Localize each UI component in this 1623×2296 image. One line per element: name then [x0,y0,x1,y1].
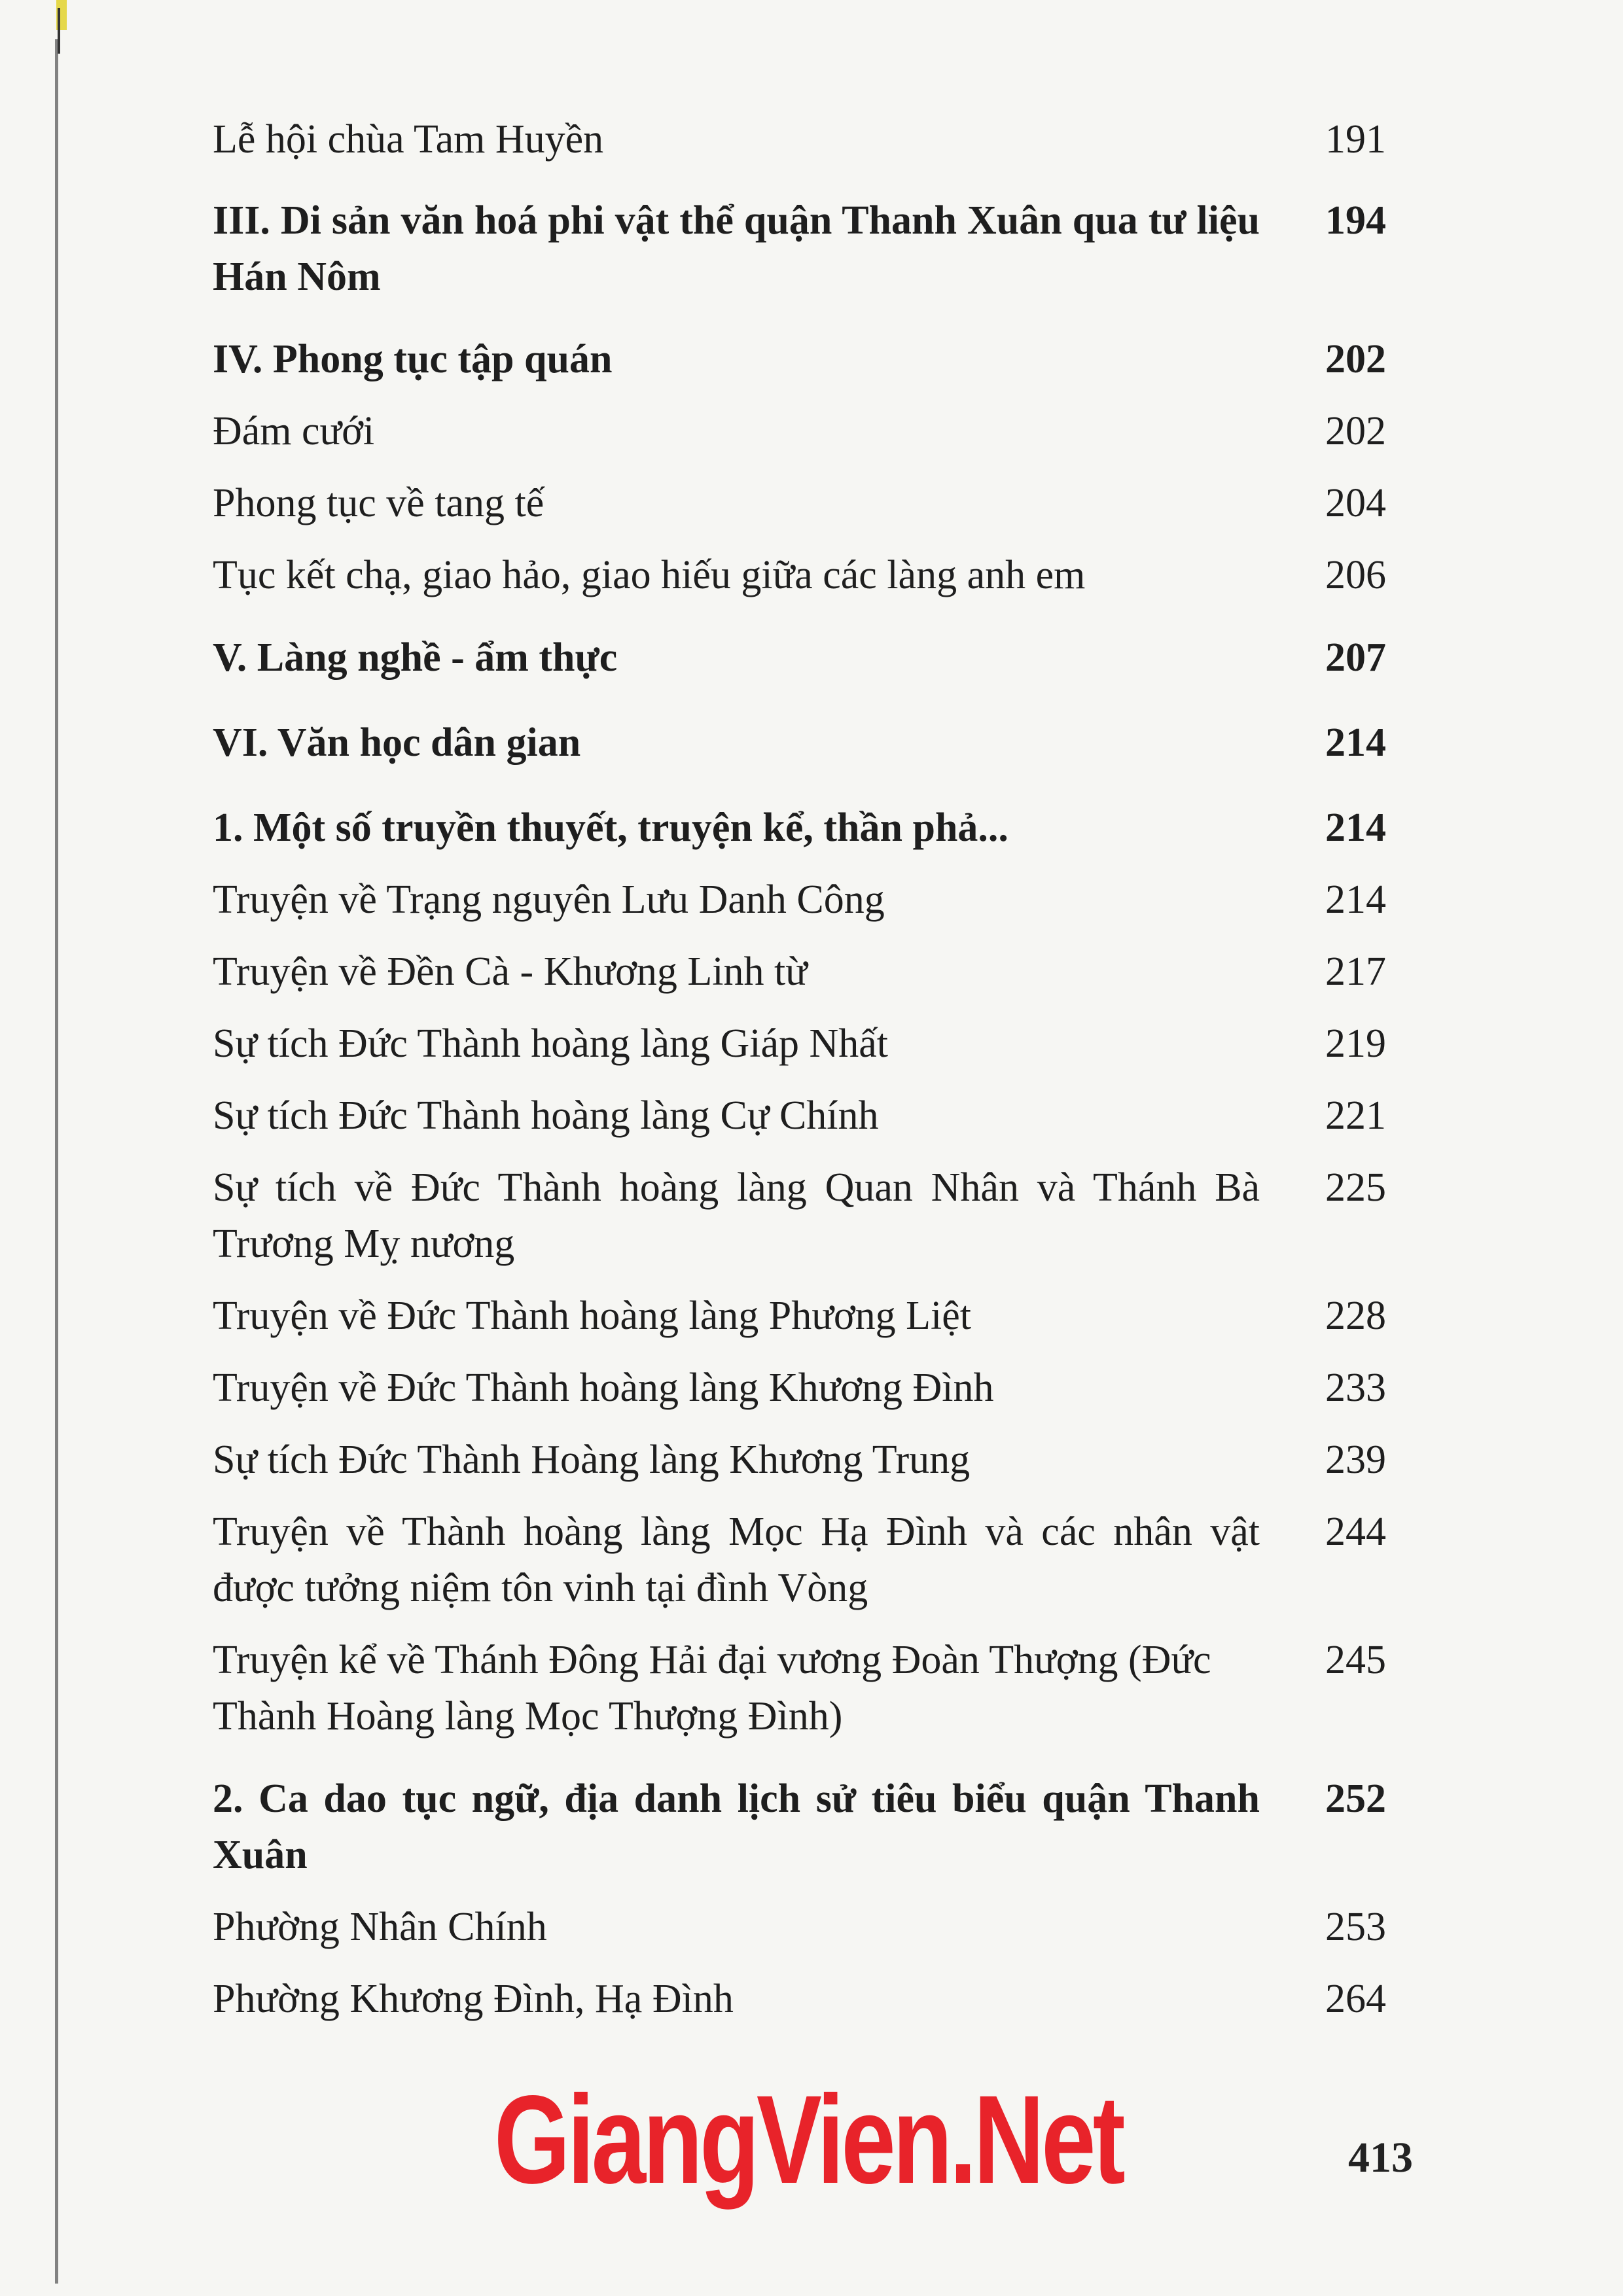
toc-entry [213,944,1430,1000]
toc-entry-page: 207 [1325,635,1386,680]
page-number: 413 [1348,2134,1413,2181]
toc-entry-page: 214 [1325,720,1386,765]
toc-entry-page: 202 [1325,409,1386,453]
toc-entry [213,1016,1430,1072]
toc-entry [213,1432,1430,1488]
toc-entry [213,331,1430,387]
toc-entry-title: 2. Ca dao tục ngữ, địa danh lịch sử tiêu biểu quận Thanh Xuân [213,1776,1260,1877]
toc-entry [213,872,1430,928]
toc-entry-page: 214 [1325,877,1386,922]
toc-entry-page: 194 [1325,198,1386,243]
toc-entry [213,1632,1430,1744]
toc-entry [213,1899,1430,1955]
toc-entry [213,1087,1430,1144]
toc-entry [213,1504,1430,1616]
toc-entry [213,1159,1430,1272]
toc-entry [213,800,1430,856]
toc-entry-page: 191 [1325,117,1386,162]
toc-entry-page: 219 [1325,1021,1386,1066]
toc-entry-title: V. Làng nghề - ẩm thực [213,635,618,680]
toc-entry-page: 228 [1325,1294,1386,1338]
toc-entry [213,629,1430,686]
toc-entry-title: Sự tích Đức Thành Hoàng làng Khương Trung [213,1438,971,1482]
toc-entry-page: 245 [1325,1638,1386,1682]
binding-edge [55,39,58,2284]
toc-entry-page: 225 [1325,1165,1386,1210]
toc-entry [213,1288,1430,1344]
toc-entry [213,111,1430,168]
toc-entry-title: Phường Khương Đình, Hạ Đình [213,1977,734,2021]
toc-entry [213,475,1430,531]
toc-entry-title: Truyện về Trạng nguyên Lưu Danh Công [213,877,885,922]
toc-entry-page: 217 [1325,949,1386,994]
toc-entry-page: 264 [1325,1977,1386,2021]
toc-entry-page: 204 [1325,481,1386,525]
toc-entry-title: Phong tục về tang tế [213,481,544,525]
toc-entry-title: IV. Phong tục tập quán [213,337,613,381]
toc-entry-title: III. Di sản văn hoá phi vật thể quận Thanh Xuân qua tư liệu Hán Nôm [213,198,1260,299]
toc-entry-title: VI. Văn học dân gian [213,720,581,765]
toc-entry [213,1971,1430,2027]
toc-entry-page: 221 [1325,1093,1386,1138]
toc-entry-page: 253 [1325,1905,1386,1949]
toc-entry-title: 1. Một số truyền thuyết, truyện kể, thần phả... [213,805,1008,850]
toc-entry-title: Truyện về Thành hoàng làng Mọc Hạ Đình và các nhân vật được tưởng niệm tôn vinh tại đình Vòng [213,1510,1260,1610]
toc-entry-title: Truyện về Đền Cà - Khương Linh từ [213,949,808,994]
toc-entry-page: 252 [1325,1776,1386,1821]
toc-entry-title: Sự tích Đức Thành hoàng làng Giáp Nhất [213,1021,889,1066]
toc-entry [213,192,1430,305]
toc-entry [213,715,1430,771]
toc-entry [213,1360,1430,1416]
watermark-logo: GiangVien.Net [494,2069,1122,2210]
toc-entry-page: 214 [1325,805,1386,850]
toc-entry-page: 239 [1325,1438,1386,1482]
toc-entry-page: 233 [1325,1366,1386,1410]
toc-entry [213,1771,1430,1883]
toc-entry-page: 244 [1325,1510,1386,1554]
toc-entry-title: Truyện kể về Thánh Đông Hải đại vương Đoàn Thượng (Đức Thành Hoàng làng Mọc Thượng Đình) [213,1638,1211,1739]
toc-entry-title: Truyện về Đức Thành hoàng làng Khương Đình [213,1366,994,1410]
toc-entry-page: 202 [1325,337,1386,381]
toc-entry [213,547,1430,603]
toc-entry-title: Tục kết chạ, giao hảo, giao hiếu giữa các làng anh em [213,553,1086,597]
toc-entry [213,403,1430,459]
toc-entry-title: Lễ hội chùa Tam Huyền [213,117,604,162]
toc-entry-title: Phường Nhân Chính [213,1905,547,1949]
toc-entry-page: 206 [1325,553,1386,597]
toc-entry-title: Đám cưới [213,409,375,453]
table-of-contents [213,111,1430,2027]
toc-entry-title: Sự tích Đức Thành hoàng làng Cự Chính [213,1093,879,1138]
toc-entry-title: Sự tích về Đức Thành hoàng làng Quan Nhân và Thánh Bà Trương Mỵ nương [213,1165,1260,1266]
toc-entry-title: Truyện về Đức Thành hoàng làng Phương Liệt [213,1294,972,1338]
